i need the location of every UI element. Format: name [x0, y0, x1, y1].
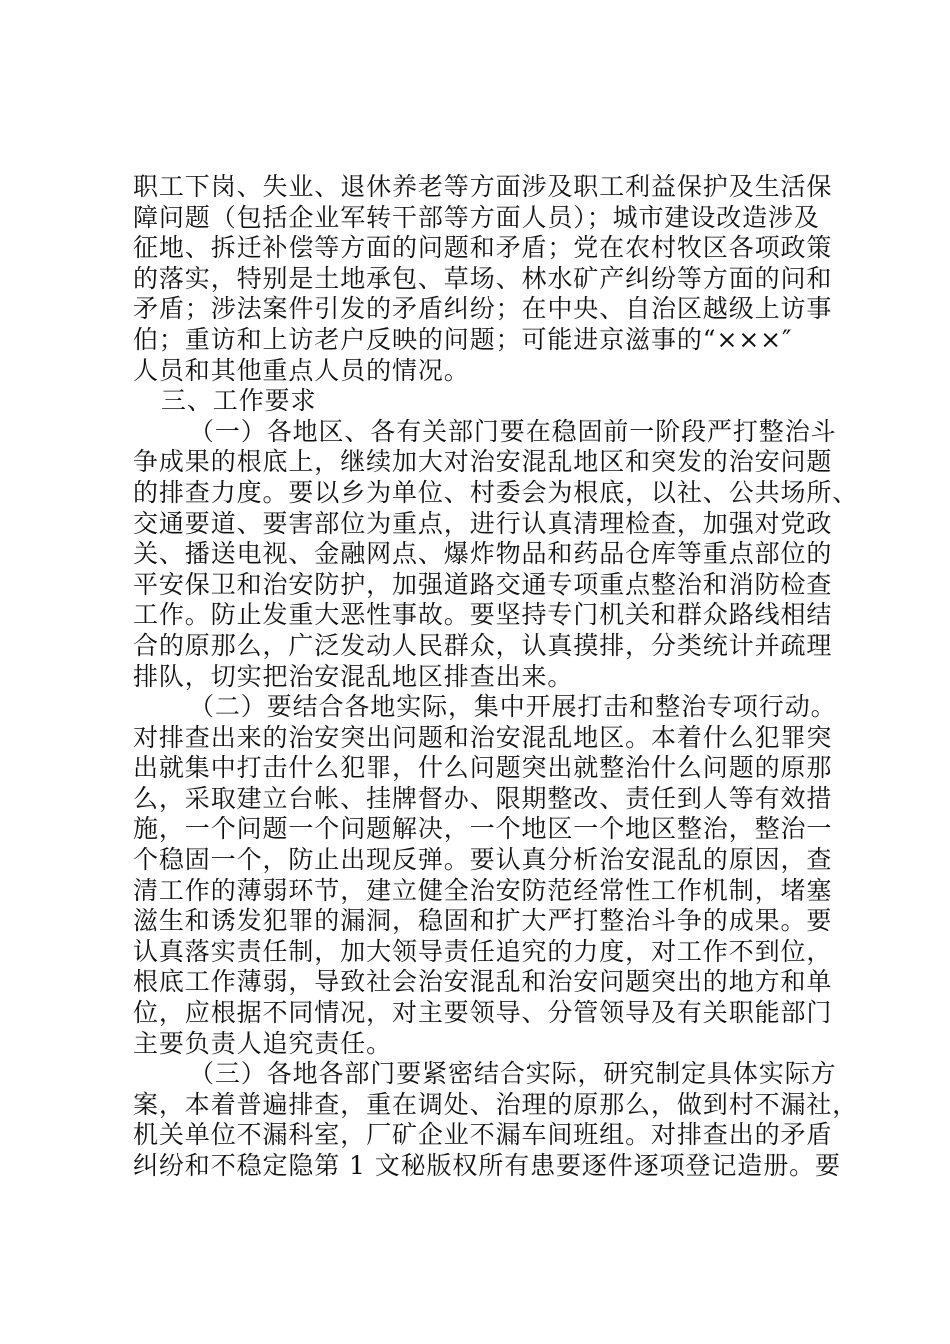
text-line: 障问题（包括企业军转干部等方面人员）；城市建设改造涉及 [133, 202, 820, 232]
text-line: 争成果的根底上，继续加大对治安混乱地区和突发的治安问题 [133, 447, 833, 477]
text-line: 征地、拆迁补偿等方面的问题和矛盾；党在农村牧区各项政策 [133, 233, 833, 263]
text-line: 主要负责人追究责任。 [133, 1028, 393, 1058]
text-line: （二）要结合各地实际，集中开展打击和整治专项行动。 [189, 692, 837, 722]
text-line: 滋生和诱发犯罪的漏洞，稳固和扩大严打整治斗争的成果。要 [133, 906, 833, 936]
text-line: 机关单位不漏科室，厂矿企业不漏车间班组。对排查出的矛盾 [133, 1120, 833, 1150]
text-line: 施，一个问题一个问题解决，一个地区一个地区整治，整治一 [133, 814, 833, 844]
text-line: 根底工作薄弱，导致社会治安混乱和治安问题突出的地方和单 [133, 967, 833, 997]
text-line: 排队，切实把治安混乱地区排查出来。 [133, 661, 574, 691]
text-line: 个稳固一个，防止出现反弹。要认真分析治安混乱的原因，查 [133, 845, 833, 875]
text-line: 位，应根据不同情况，对主要领导、分管领导及有关职能部门 [133, 998, 833, 1028]
text-line: 认真落实责任制，加大领导责任追究的力度，对工作不到位， [133, 936, 833, 966]
text-line: 职工下岗、失业、退休养老等方面涉及职工利益保护及生活保 [133, 172, 833, 201]
text-line: 关、播送电视、金融网点、爆炸物品和药品仓库等重点部位的 [133, 539, 833, 569]
text-line: 人员和其他重点人员的情况。 [133, 355, 470, 385]
text-line: 的排查力度。要以乡为单位、村委会为根底，以社、公共场所、 [133, 477, 859, 507]
text-line: 三、工作要求 [161, 386, 317, 416]
text-line: （一）各地区、各有关部门要在稳固前一阶段严打整治斗 [189, 416, 837, 446]
text-line: 案，本着普遍排查，重在调处、治理的原那么，做到村不漏社， [133, 1089, 859, 1119]
text-line: 伯；重访和上访老户反映的问题；可能进京滋事的“×××″ [133, 324, 793, 354]
text-line: （三）各地各部门要紧密结合实际，研究制定具体实际方 [189, 1059, 837, 1089]
text-line: 合的原那么，广泛发动人民群众，认真摸排，分类统计并疏理 [133, 630, 833, 660]
text-line: 矛盾；涉法案件引发的矛盾纠纷；在中央、自治区越级上访事 [133, 294, 833, 324]
text-line: 纠纷和不稳定隐第 1 文秘版权所有患要逐件逐项登记造册。要 [133, 1151, 841, 1180]
text-line: 清工作的薄弱环节，建立健全治安防范经常性工作机制，堵塞 [133, 875, 833, 905]
text-line: 的落实，特别是土地承包、草场、林水矿产纠纷等方面的问和 [133, 263, 833, 293]
text-line: 交通要道、要害部位为重点，进行认真清理检查，加强对党政 [133, 508, 833, 538]
text-line: 么，采取建立台帐、挂牌督办、限期整改、责任到人等有效措 [133, 783, 833, 813]
text-line: 出就集中打击什么犯罪，什么问题突出就整治什么问题的原那 [133, 753, 833, 783]
text-line: 对排查出来的治安突出问题和治安混乱地区。本着什么犯罪突 [133, 722, 833, 752]
document-body-text [133, 172, 859, 1182]
text-line: 平安保卫和治安防护，加强道路交通专项重点整治和消防检查 [133, 569, 833, 599]
text-line: 工作。防止发重大恶性事故。要坚持专门机关和群众路线相结 [133, 600, 833, 630]
